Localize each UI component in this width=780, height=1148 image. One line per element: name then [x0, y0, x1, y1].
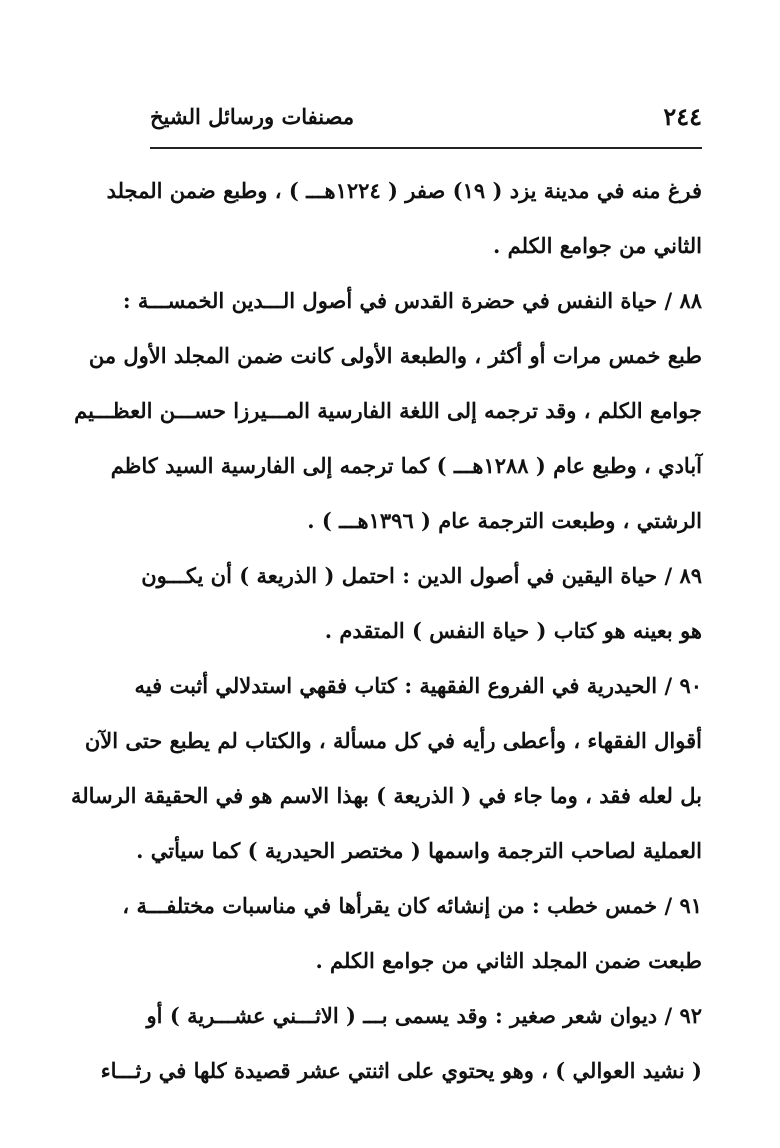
text-line: العملية لصاحب الترجمة واسمها ( مختصر الحيدرية ) كما سيأتي . — [136, 838, 702, 863]
text-line: طبعت ضمن المجلد الثاني من جوامع الكلم . — [315, 948, 702, 973]
header-divider — [150, 147, 702, 149]
text-line: بل لعله فقد ، وما جاء في ( الذريعة ) بهذا الاسم هو في الحقيقة الرسالة — [70, 783, 702, 808]
running-title: مصنفات ورسائل الشيخ — [150, 104, 355, 129]
text-line: ٩٠ / الحيدرية في الفروع الفقهية : كتاب فقهي استدلالي أثبت فيه — [134, 673, 702, 698]
page-number: ٢٤٤ — [663, 102, 702, 131]
text-line: ٨٩ / حياة اليقين في أصول الدين : احتمل ( الذريعة ) أن يكـــون — [141, 563, 702, 588]
text-line: جوامع الكلم ، وقد ترجمه إلى اللغة الفارسية المـــيرزا حســـن العظـــيم — [74, 398, 702, 423]
text-line: الرشتي ، وطبعت الترجمة عام ( ١٣٩٦هـــ ) . — [307, 508, 702, 533]
page-header — [150, 98, 702, 136]
text-line: ( نشيد العوالي ) ، وهو يحتوي على اثنتي عشر قصيدة كلها في رثـــاء — [100, 1058, 702, 1083]
text-line: آبادي ، وطبع عام ( ١٢٨٨هـــ ) كما ترجمه إلى الفارسية السيد كاظم — [110, 453, 702, 478]
text-line: هو بعينه هو كتاب ( حياة النفس ) المتقدم . — [324, 618, 702, 643]
text-line: أقوال الفقهاء ، وأعطى رأيه في كل مسألة ، والكتاب لم يطبع حتى الآن — [84, 728, 702, 753]
text-line: ٩٢ / ديوان شعر صغير : وقد يسمى بـــ ( الاثـــني عشـــرية ) أو — [146, 1003, 702, 1028]
text-line: ٨٨ / حياة النفس في حضرة القدس في أصول الـــدين الخمســـة : — [122, 288, 702, 313]
text-line: فرغ منه في مدينة يزد ( ١٩) صفر ( ١٢٢٤هـــ ) ، وطبع ضمن المجلد — [106, 178, 702, 203]
book-page — [70, 0, 702, 1148]
text-line: طبع خمس مرات أو أكثر ، والطبعة الأولى كانت ضمن المجلد الأول من — [88, 343, 702, 368]
text-line: الثاني من جوامع الكلم . — [493, 233, 702, 258]
text-line: ٩١ / خمس خطب : من إنشائه كان يقرأها في مناسبات مختلفـــة ، — [122, 893, 702, 918]
body-text — [70, 163, 702, 1098]
